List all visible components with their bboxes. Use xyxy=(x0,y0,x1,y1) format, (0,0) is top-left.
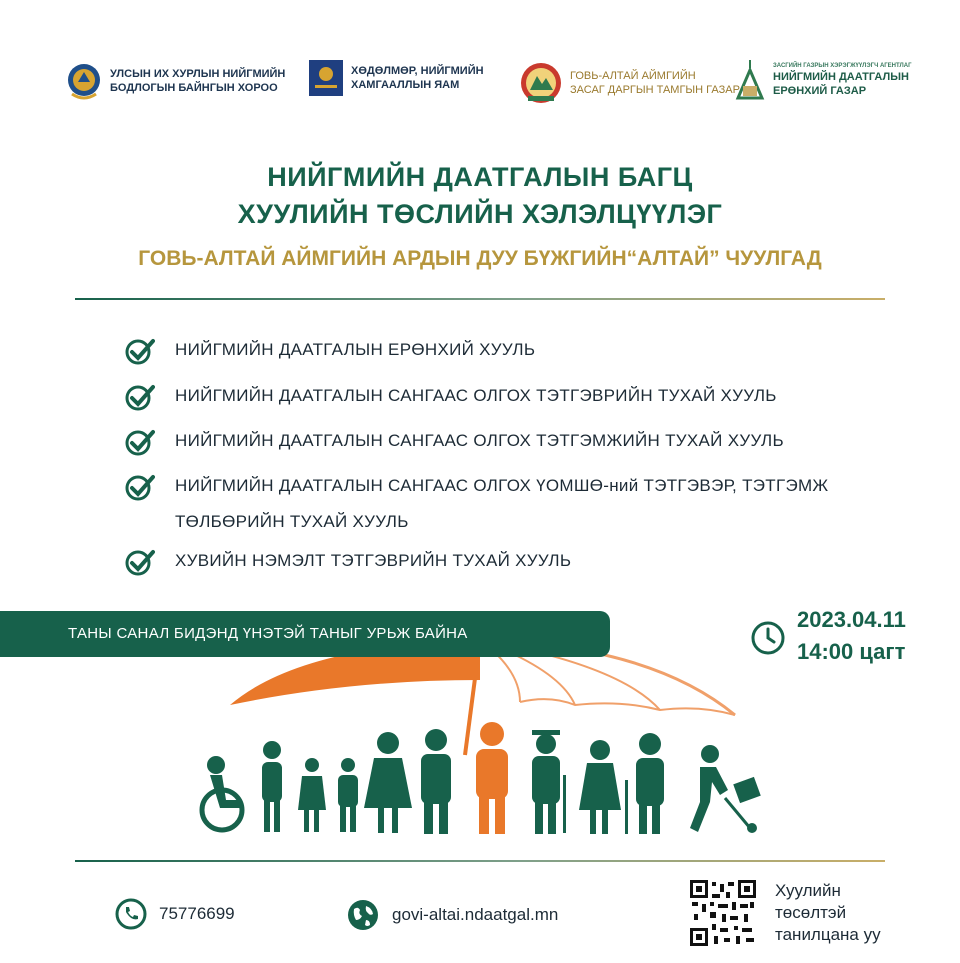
logo-text xyxy=(570,69,740,97)
list-item-label: НИЙГМИЙН ДААТГАЛЫН САНГААС ОЛГОХ ТЭТГЭМЖИЙН ТУХАЙ ХУУЛЬ xyxy=(175,431,784,450)
phone-icon xyxy=(115,898,147,930)
event-date: 2023.04.11 xyxy=(797,607,906,632)
logo-govi-altai xyxy=(520,60,740,106)
banner-text: ТАНЫ САНАЛ БИДЭНД ҮНЭТЭЙ ТАНЫГ УРЬЖ БАЙНА xyxy=(68,625,468,642)
govi-altai-emblem-icon xyxy=(520,60,562,106)
social-insurance-logo-icon xyxy=(735,60,765,100)
logo-line: ХАМГААЛЛЫН ЯАМ xyxy=(351,79,460,91)
page-title-line-2: ХУУЛИЙН ТӨСЛИЙН ХЭЛЭЛЦҮҮЛЭГ xyxy=(237,199,723,229)
logo-small-line: ЗАСГИЙН ГАЗРЫН ХЭРЭГЖҮҮЛЭГЧ АГЕНТЛАГ xyxy=(773,63,912,69)
logo-line: ЗАСАГ ДАРГЫН ТАМГЫН ГАЗАР xyxy=(570,84,740,96)
clock-icon xyxy=(750,620,786,656)
umbrella-people-illustration xyxy=(180,650,780,840)
logo-text xyxy=(351,64,484,92)
qr-caption xyxy=(775,880,881,946)
list-item-label: НИЙГМИЙН ДААТГАЛЫН САНГААС ОЛГОХ ҮОМШӨ-ний ТЭТГЭВЭР, ТЭТГЭМЖ ТӨЛБӨРИЙН ТУХАЙ ХУУЛЬ xyxy=(175,476,829,531)
phone-number: 75776699 xyxy=(159,904,235,923)
invitation-banner xyxy=(0,611,610,657)
globe-icon xyxy=(346,898,380,932)
mongolian-emblem-icon xyxy=(66,60,102,102)
logo-parliament-committee xyxy=(66,60,285,102)
check-circle-icon xyxy=(125,428,155,456)
website-url: govi-altai.ndaatgal.mn xyxy=(392,905,559,924)
logo-ministry xyxy=(309,60,484,96)
qr-caption-line: төсөлтэй xyxy=(775,903,847,922)
logo-social-insurance xyxy=(735,60,911,100)
logo-line: БОДЛОГЫН БАЙНГЫН ХОРОО xyxy=(110,82,278,94)
logo-text xyxy=(773,62,911,98)
phone-contact[interactable] xyxy=(115,898,235,930)
list-item xyxy=(125,473,925,540)
website-link[interactable] xyxy=(346,898,558,932)
check-circle-icon xyxy=(125,548,155,576)
list-item xyxy=(125,428,784,459)
divider xyxy=(75,860,885,862)
divider xyxy=(75,298,885,300)
qr-caption-line: танилцана уу xyxy=(775,925,881,944)
event-datetime xyxy=(797,604,906,668)
logo-text xyxy=(110,67,285,95)
list-item xyxy=(125,383,777,414)
check-circle-icon xyxy=(125,383,155,411)
event-time: 14:00 цагт xyxy=(797,639,906,664)
logo-line: ХӨДӨЛМӨР, НИЙГМИЙН xyxy=(351,65,484,77)
list-item xyxy=(125,337,535,368)
list-item-label: ХУВИЙН НЭМЭЛТ ТЭТГЭВРИЙН ТУХАЙ ХУУЛЬ xyxy=(175,551,572,570)
logo-line: НИЙГМИЙН ДААТГАЛЫН xyxy=(773,71,909,83)
list-item xyxy=(125,548,571,579)
logo-line: ЕРӨНХИЙ ГАЗАР xyxy=(773,85,867,97)
list-item-label: НИЙГМИЙН ДААТГАЛЫН САНГААС ОЛГОХ ТЭТГЭВРИЙН ТУХАЙ ХУУЛЬ xyxy=(175,386,777,405)
logo-line: ГОВЬ-АЛТАЙ АЙМГИЙН xyxy=(570,70,696,82)
qr-code[interactable] xyxy=(690,880,756,946)
check-circle-icon xyxy=(125,473,155,501)
logo-line: УЛСЫН ИХ ХУРЛЫН НИЙГМИЙН xyxy=(110,68,286,80)
list-item-label: НИЙГМИЙН ДААТГАЛЫН ЕРӨНХИЙ ХУУЛЬ xyxy=(175,340,536,359)
page-title-line-1: НИЙГМИЙН ДААТГАЛЫН БАГЦ xyxy=(267,162,693,192)
page-subtitle: ГОВЬ-АЛТАЙ АЙМГИЙН АРДЫН ДУУ БҮЖГИЙН“АЛТАЙ” ЧУУЛГАД xyxy=(138,247,822,270)
check-circle-icon xyxy=(125,337,155,365)
qr-caption-line: Хуулийн xyxy=(775,881,841,900)
ministry-emblem-icon xyxy=(309,60,343,96)
